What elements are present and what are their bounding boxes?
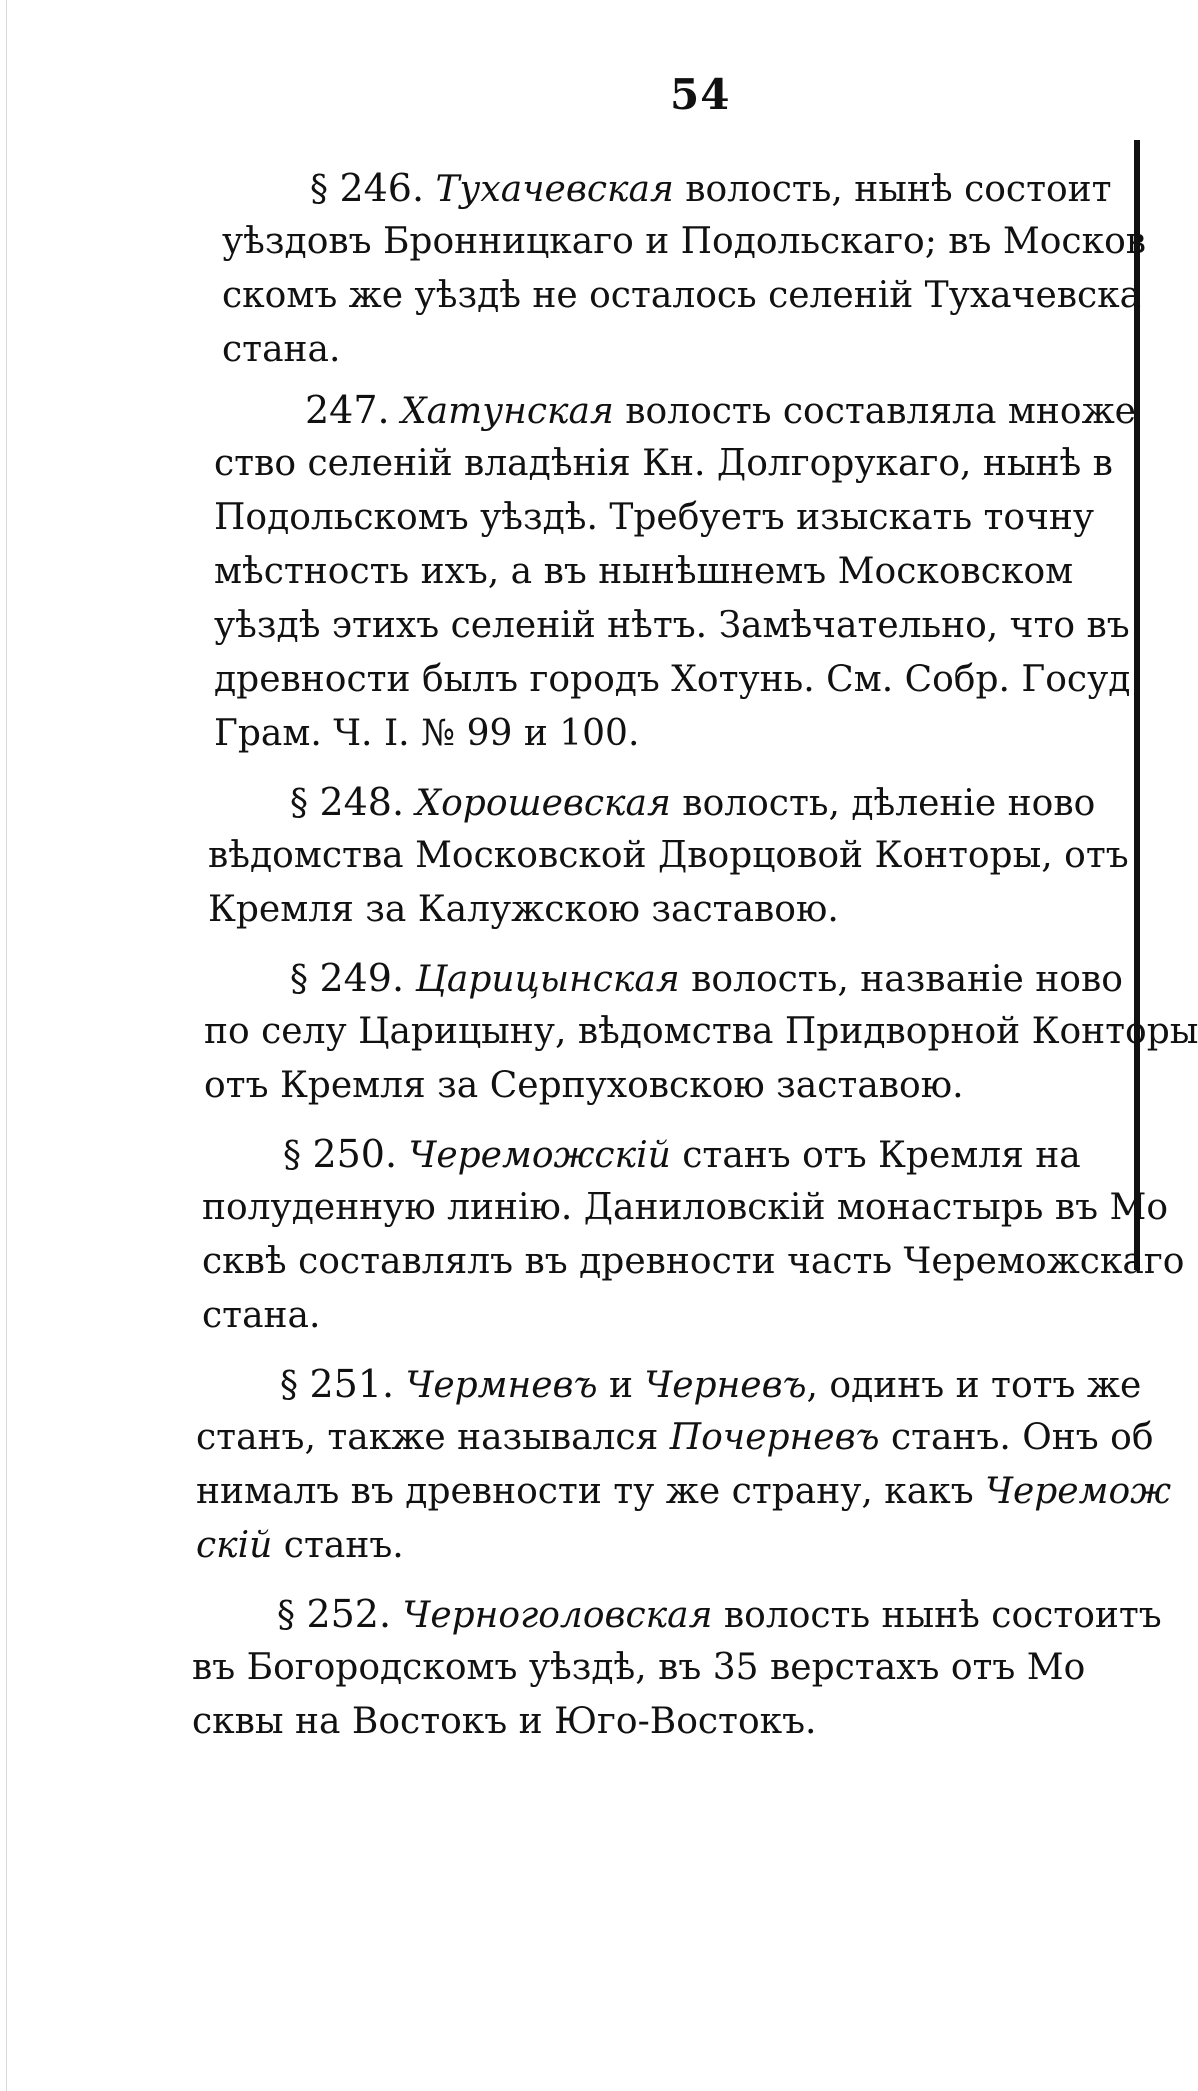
line-text: стана.	[202, 1295, 321, 1336]
line-text: нималъ въ древности ту же страну, какъ	[196, 1471, 986, 1512]
line-text: станъ, также назывался	[196, 1417, 670, 1458]
line-text: древности былъ городъ Хотунь. См. Собр. Госуд	[214, 659, 1131, 700]
line-text: станъ. Онъ об	[879, 1417, 1154, 1458]
line-text: ство селеній владѣнія Кн. Долгорукаго, нынѣ в	[214, 443, 1113, 484]
text-line	[280, 1362, 1142, 1408]
italic-term: Почерневъ	[669, 1417, 880, 1458]
line-text: , одинъ и тотъ же	[806, 1365, 1142, 1406]
text-line	[290, 782, 1130, 826]
line-text: сквѣ составлялъ въ древности часть Череможскаго	[202, 1241, 1185, 1282]
section-number: 247.	[305, 388, 390, 432]
text-line	[196, 1417, 1154, 1462]
line-text: скомъ же уѣздѣ не осталось селеній Тухачевска	[222, 275, 1142, 316]
line-text: волость, дѣленіе ново	[670, 783, 1096, 824]
text-line	[192, 1702, 1130, 1746]
italic-term: Черневъ	[644, 1365, 807, 1406]
text-line	[214, 444, 1130, 488]
line-text: §	[280, 1365, 310, 1406]
line-text: Грам. Ч. I. № 99 и 100.	[214, 713, 640, 754]
text-line	[214, 660, 1130, 704]
italic-term: Черемож	[985, 1471, 1172, 1512]
line-text: §	[290, 959, 320, 1000]
line-text: вѣдомства Московской Дворцовой Конторы, отъ	[208, 835, 1129, 876]
line-text: въ Богородскомъ уѣздѣ, въ 35 верстахъ отъ Мо	[192, 1647, 1086, 1688]
italic-term: Череможскій	[397, 1135, 671, 1176]
section-number: 251.	[309, 1362, 395, 1406]
text-line	[208, 890, 1130, 934]
line-text: §	[277, 1595, 307, 1636]
section-number: 252.	[306, 1592, 392, 1636]
text-line	[214, 552, 1130, 596]
line-text: Кремля за Калужскою заставою.	[208, 889, 839, 930]
text-line	[202, 1296, 1130, 1340]
text-line	[310, 168, 1130, 212]
text-line	[222, 330, 1130, 374]
text-line	[305, 388, 1136, 434]
italic-term: Хатунская	[389, 391, 614, 432]
line-text: сквы на Востокъ и Юго-Востокъ.	[192, 1701, 817, 1742]
italic-term: Хорошевская	[404, 783, 671, 824]
text-line	[196, 1526, 1130, 1570]
text-line	[214, 498, 1130, 542]
line-text: волость нынѣ состоитъ	[712, 1595, 1162, 1636]
line-text: §	[310, 169, 340, 210]
line-text: уѣздовъ Бронницкаго и Подольскаго; въ Москов	[222, 221, 1147, 262]
section-number: 250.	[312, 1132, 398, 1176]
line-text: Подольскомъ уѣздѣ. Требуетъ изыскать точну	[214, 497, 1095, 538]
line-text: уѣздѣ этихъ селеній нѣтъ. Замѣчательно, что въ	[214, 605, 1130, 646]
line-text: полуденную линію. Даниловскій монастырь въ Мо	[202, 1187, 1168, 1228]
text-line	[202, 1241, 1185, 1286]
text-line	[290, 958, 1130, 1002]
line-text: станъ.	[272, 1525, 404, 1566]
section-number: 246.	[339, 166, 425, 210]
line-text: §	[283, 1135, 313, 1176]
line-text: волость, названіе ново	[679, 959, 1123, 1000]
italic-term: Чермневъ	[394, 1365, 598, 1406]
text-line	[277, 1592, 1162, 1638]
text-line	[196, 1471, 1172, 1516]
text-line	[208, 836, 1130, 880]
line-text: мѣстность ихъ, а въ нынѣшнемъ Московском	[214, 551, 1074, 592]
line-text: волость, нынѣ состоит	[673, 169, 1112, 210]
text-line	[214, 606, 1130, 650]
line-text: станъ отъ Кремля на	[670, 1135, 1081, 1176]
line-text: отъ Кремля за Серпуховскою заставою.	[204, 1065, 964, 1106]
text-line	[204, 1066, 1130, 1110]
text-line	[222, 221, 1147, 266]
italic-term: Царицынская	[404, 959, 680, 1000]
italic-term: Черноголовская	[391, 1595, 713, 1636]
text-line	[204, 1011, 1198, 1056]
section-number: 248.	[319, 780, 405, 824]
line-text: §	[290, 783, 320, 824]
line-text: по селу Царицыну, вѣдомства Придворной Конторы	[204, 1011, 1198, 1052]
page-number: 54	[670, 70, 731, 119]
text-line	[214, 714, 1130, 758]
section-number: 249.	[319, 956, 405, 1000]
page-edge-shadow	[6, 0, 7, 2091]
line-text: стана.	[222, 329, 341, 370]
italic-term: скій	[196, 1525, 273, 1566]
text-line	[202, 1187, 1168, 1232]
text-line	[283, 1134, 1130, 1178]
text-line	[192, 1648, 1130, 1692]
text-line	[222, 275, 1142, 320]
line-text: волость составляла множе	[613, 391, 1136, 432]
line-text: и	[597, 1365, 645, 1406]
italic-term: Тухачевская	[424, 169, 674, 210]
